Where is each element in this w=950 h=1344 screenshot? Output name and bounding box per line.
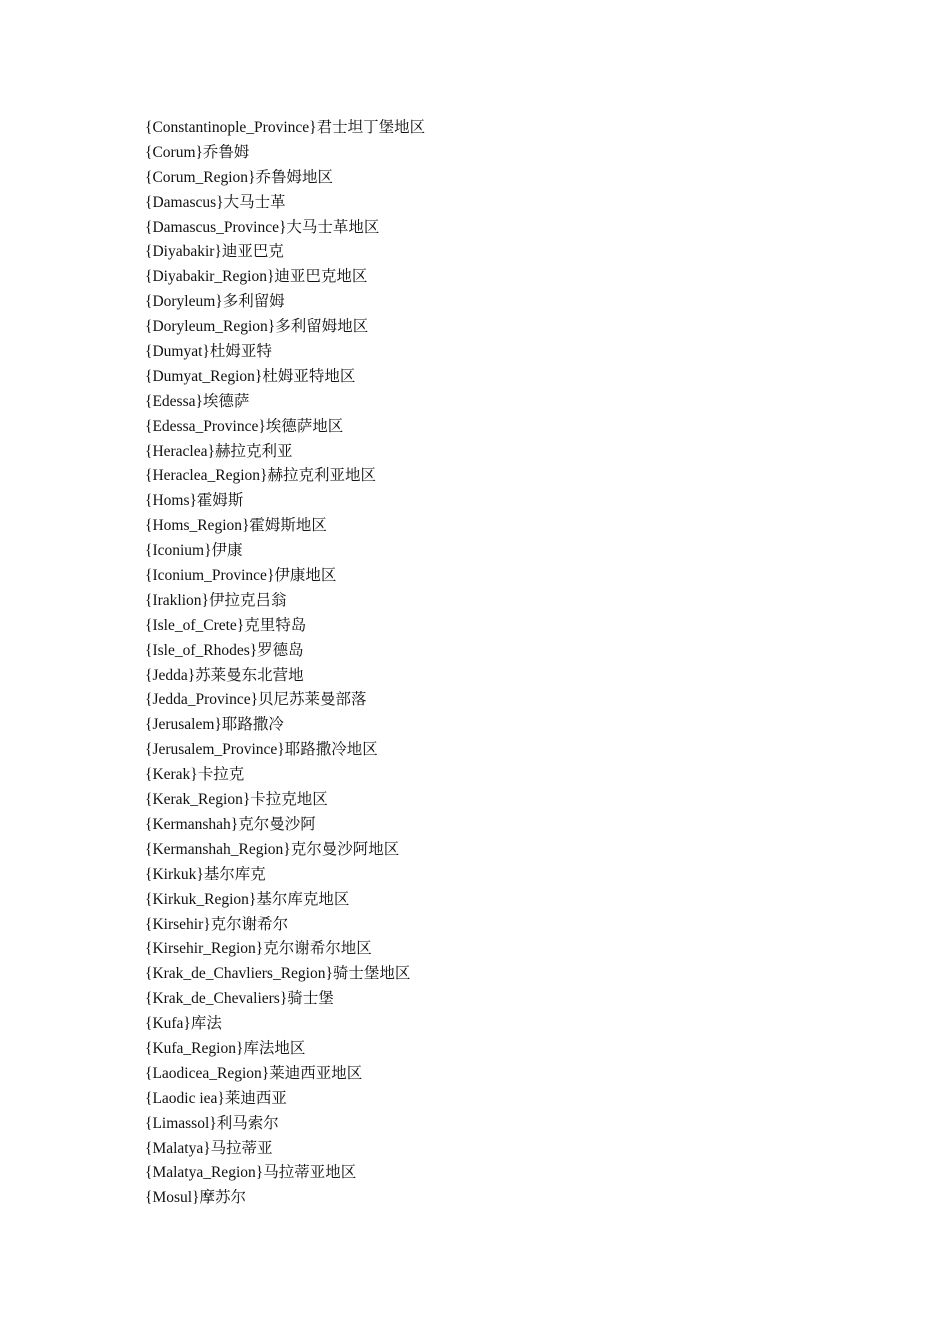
entry-line: {Isle_of_Crete}克里特岛 bbox=[145, 616, 307, 634]
entry-line: {Isle_of_Rhodes}罗德岛 bbox=[145, 641, 304, 659]
entry-line: {Iconium_Province}伊康地区 bbox=[145, 567, 337, 585]
entry-line: {Constantinople_Province}君士坦丁堡地区 bbox=[145, 119, 426, 136]
entry-line: {Kerak_Region}卡拉克地区 bbox=[145, 791, 328, 809]
entry-line: {Kufa}库法 bbox=[145, 1015, 222, 1033]
entry-line: {Malatya_Region}马拉蒂亚地区 bbox=[145, 1164, 357, 1182]
entry-line: {Iraklion}伊拉克吕翁 bbox=[145, 591, 287, 609]
entry-line: {Damascus}大马士革 bbox=[145, 193, 286, 211]
entry-line: {Kerak}卡拉克 bbox=[145, 766, 245, 784]
entry-list bbox=[145, 116, 425, 1211]
entry-line: {Dumyat_Region}杜姆亚特地区 bbox=[145, 367, 356, 385]
entry-line: {Malatya}马拉蒂亚 bbox=[145, 1139, 273, 1157]
entry-line: {Jerusalem_Province}耶路撒冷地区 bbox=[145, 741, 378, 759]
entry-line: {Kermanshah_Region}克尔曼沙阿地区 bbox=[145, 840, 400, 858]
entry-line: {Kirsehir}克尔谢希尔 bbox=[145, 915, 289, 933]
entry-line: {Kermanshah}克尔曼沙阿 bbox=[145, 815, 316, 833]
entry-line: {Jerusalem}耶路撒冷 bbox=[145, 716, 284, 734]
entry-line: {Jedda}苏莱曼东北营地 bbox=[145, 666, 304, 684]
entry-line: {Mosul}摩苏尔 bbox=[145, 1189, 246, 1207]
entry-line: {Diyabakir}迪亚巴克 bbox=[145, 243, 284, 261]
entry-line: {Dumyat}杜姆亚特 bbox=[145, 343, 272, 361]
entry-line: {Laodicea_Region}莱迪西亚地区 bbox=[145, 1064, 363, 1082]
entry-line: {Heraclea_Region}赫拉克利亚地区 bbox=[145, 467, 376, 485]
entry-line: {Krak_de_Chevaliers}骑士堡 bbox=[145, 990, 334, 1008]
entry-line: {Corum}乔鲁姆 bbox=[145, 143, 250, 161]
entry-line: {Edessa}埃德萨 bbox=[145, 392, 250, 410]
entry-line: {Kirkuk}基尔库克 bbox=[145, 865, 266, 883]
entry-line: {Kirsehir_Region}克尔谢希尔地区 bbox=[145, 940, 372, 958]
entry-line: {Krak_de_Chavliers_Region}骑士堡地区 bbox=[145, 965, 411, 983]
entry-line: {Damascus_Province}大马士革地区 bbox=[145, 218, 380, 236]
entry-line: {Laodic iea}莱迪西亚 bbox=[145, 1089, 287, 1107]
entry-line: {Kufa_Region}库法地区 bbox=[145, 1039, 306, 1057]
entry-line: {Homs_Region}霍姆斯地区 bbox=[145, 517, 327, 535]
entry-line: {Heraclea}赫拉克利亚 bbox=[145, 442, 293, 460]
entry-line: {Iconium}伊康 bbox=[145, 542, 243, 560]
entry-line: {Jedda_Province}贝尼苏莱曼部落 bbox=[145, 691, 367, 709]
entry-line: {Limassol}利马索尔 bbox=[145, 1114, 279, 1132]
entry-line: {Corum_Region}乔鲁姆地区 bbox=[145, 168, 333, 186]
entry-line: {Edessa_Province}埃德萨地区 bbox=[145, 417, 344, 435]
entry-line: {Doryleum_Region}多利留姆地区 bbox=[145, 318, 369, 336]
entry-line: {Kirkuk_Region}基尔库克地区 bbox=[145, 890, 350, 908]
entry-line: {Doryleum}多利留姆 bbox=[145, 293, 285, 311]
entry-line: {Diyabakir_Region}迪亚巴克地区 bbox=[145, 268, 368, 286]
entry-line: {Homs}霍姆斯 bbox=[145, 492, 244, 510]
